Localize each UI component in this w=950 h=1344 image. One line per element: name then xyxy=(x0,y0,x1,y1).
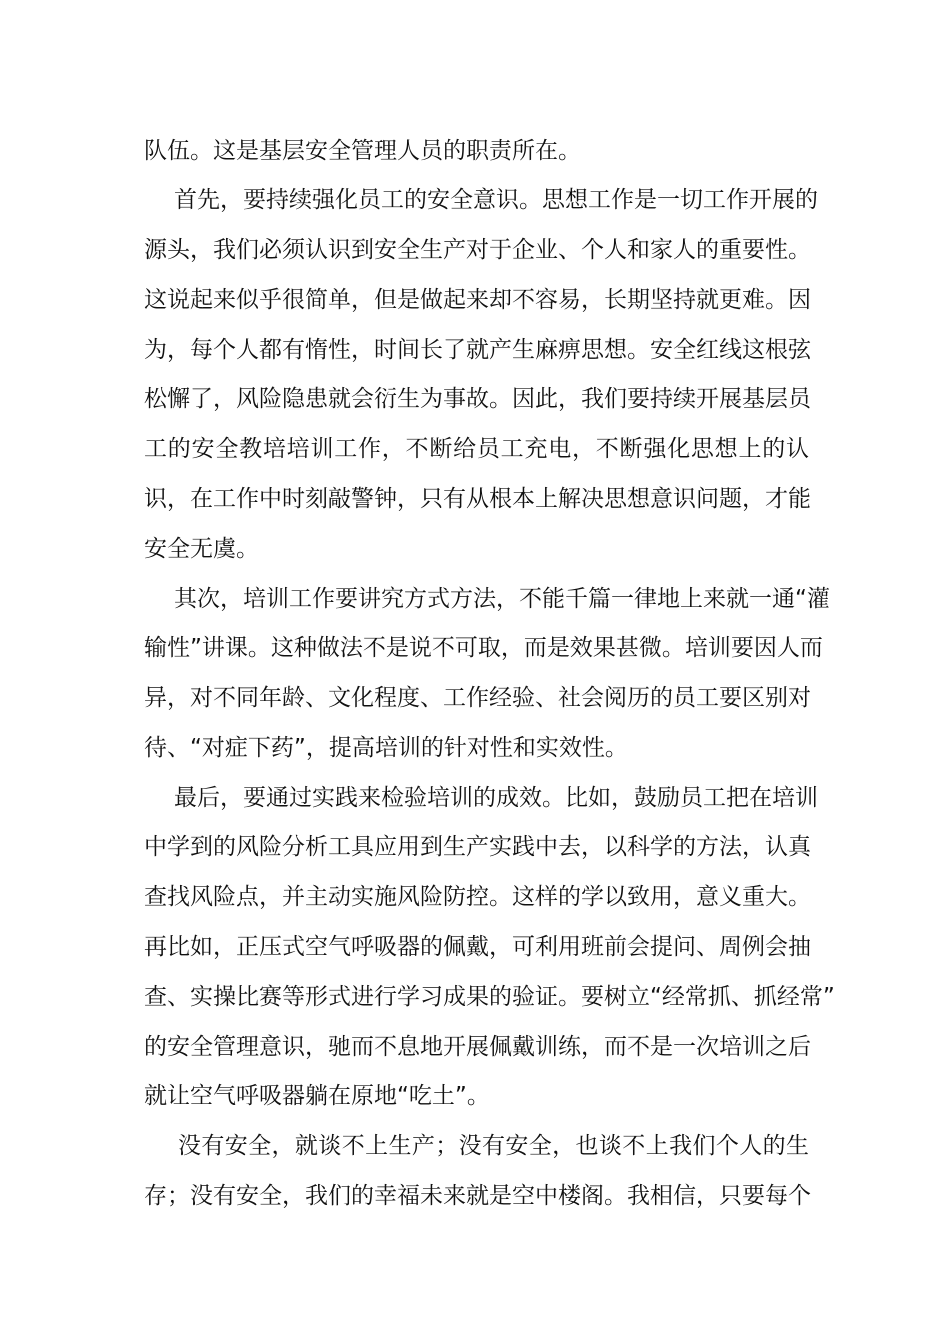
text-line: 输性”讲课。这种做法不是说不可取，而是效果甚微。培训要因人而 xyxy=(144,635,823,661)
text-line: 安全无虞。 xyxy=(144,536,259,562)
text-line: 的安全管理意识，驰而不息地开展佩戴训练，而不是一次培训之后 xyxy=(144,1034,811,1060)
text-line: 就让空气呼吸器躺在原地“吃土”。 xyxy=(144,1083,490,1109)
text-line: 再比如，正压式空气呼吸器的佩戴，可利用班前会提问、周例会抽 xyxy=(144,934,811,960)
text-line: 为，每个人都有惰性，时间长了就产生麻痹思想。安全红线这根弦 xyxy=(144,337,811,363)
text-line: 待、“对症下药”，提高培训的针对性和实效性。 xyxy=(144,735,628,761)
text-line: 这说起来似乎很简单，但是做起来却不容易，长期坚持就更难。因 xyxy=(144,287,811,313)
text-line: 存；没有安全，我们的幸福未来就是空中楼阁。我相信，只要每个 xyxy=(144,1183,811,1209)
text-line: 工的安全教培培训工作，不断给员工充电，不断强化思想上的认 xyxy=(144,436,809,462)
text-line: 识，在工作中时刻敲警钟，只有从根本上解决思想意识问题，才能 xyxy=(144,486,811,512)
text-line: 源头，我们必须认识到安全生产对于企业、个人和家人的重要性。 xyxy=(144,237,811,263)
text-line: 其次，培训工作要讲究方式方法，不能千篇一律地上来就一通“灌 xyxy=(174,586,830,612)
text-line: 没有安全，就谈不上生产；没有安全，也谈不上我们个人的生 xyxy=(178,1133,809,1159)
text-line: 查找风险点，并主动实施风险防控。这样的学以致用，意义重大。 xyxy=(144,884,811,910)
text-line: 队伍。这是基层安全管理人员的职责所在。 xyxy=(144,138,581,164)
text-line: 异，对不同年龄、文化程度、工作经验、社会阅历的员工要区别对 xyxy=(144,685,811,711)
text-line: 首先，要持续强化员工的安全意识。思想工作是一切工作开展的 xyxy=(174,187,818,213)
text-line: 查、实操比赛等形式进行学习成果的验证。要树立“经常抓、抓经常” xyxy=(144,984,835,1010)
text-line: 中学到的风险分析工具应用到生产实践中去，以科学的方法，认真 xyxy=(144,834,811,860)
text-line: 松懈了，风险隐患就会衍生为事故。因此，我们要持续开展基层员 xyxy=(144,386,811,412)
text-line: 最后，要通过实践来检验培训的成效。比如，鼓励员工把在培训 xyxy=(174,785,818,811)
